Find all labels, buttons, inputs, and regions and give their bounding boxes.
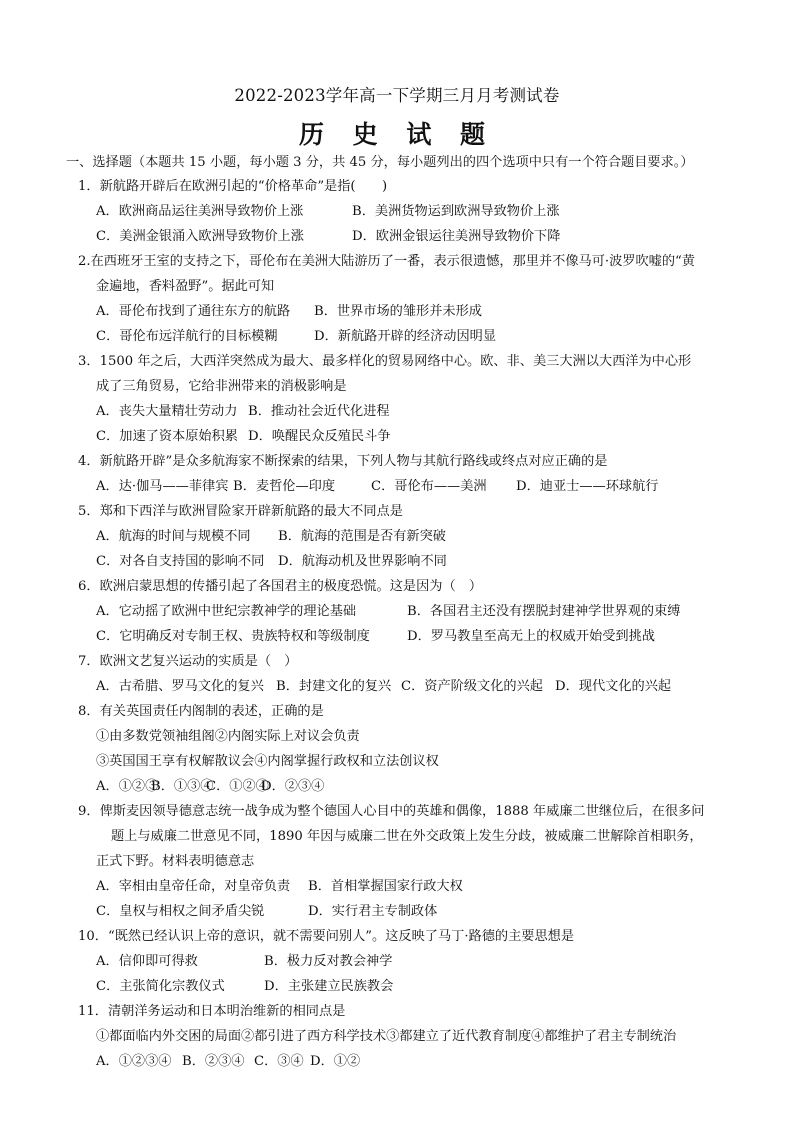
option-b: B．美洲货物运到欧洲导致物价上涨 [352, 204, 560, 219]
question-3-stem-cont: 成了三角贸易，它给非洲带来的消极影响是 [96, 379, 347, 394]
option-c: C．主张简化宗教仪式 [96, 979, 225, 994]
option-a: A．信仰即可得救 [96, 954, 198, 969]
option-c: C．哥伦布远洋航行的目标模糊 [96, 329, 278, 344]
option-c: C．它明确反对专制王权、贵族特权和等级制度 [96, 629, 370, 644]
option-d: D．主张建立民族教会 [264, 979, 394, 994]
question-11-statement-1: ①都面临内外交困的局面②都引进了西方科学技术③都建立了近代教育制度④都维护了君主专制统治 [96, 1029, 677, 1044]
question-2-options-row-2 [96, 328, 496, 346]
question-10-stem: 10．“既然已经认识上帝的意识，就不需要问别人”。这反映了马丁·路德的主要思想是 [78, 929, 575, 944]
option-c: C．美洲金银涌入欧洲导致物价上涨 [96, 229, 304, 244]
option-a: A．航海的时间与规模不同 [96, 529, 251, 544]
option-a: A．古希腊、罗马文化的复兴 [96, 679, 264, 694]
option-b: B．首相掌握国家行政大权 [308, 879, 463, 894]
question-6-stem: 6．欧洲启蒙思想的传播引起了各国君主的极度恐慌。这是因为（ ） [78, 579, 483, 594]
option-b: B．推动社会近代化进程 [248, 404, 390, 419]
option-d: D．①② [310, 1054, 361, 1069]
option-c: C．皇权与相权之间矛盾尖锐 [96, 904, 265, 919]
option-c: C．①②④ [206, 779, 269, 794]
option-c: C．③④ [254, 1054, 304, 1069]
question-10-options-row-2 [96, 978, 393, 996]
option-a: A．①②③④ [96, 1054, 172, 1069]
option-a: A．它动摇了欧洲中世纪宗教神学的理论基础 [96, 604, 357, 619]
question-10-options-row-1 [96, 953, 392, 971]
question-6-options-row-2 [96, 628, 655, 646]
option-d: D．欧洲金银运往美洲导致物价下降 [352, 229, 561, 244]
option-b: B．极力反对教会神学 [264, 954, 393, 969]
question-6-options-row-1 [96, 603, 680, 621]
question-9-stem: 9．俾斯麦因领导德意志统一战争成为整个德国人心目中的英雄和偶像，1888 年威廉二世继位后，在很多问 [78, 804, 705, 819]
option-d: D．迪亚士——环球航行 [516, 479, 659, 494]
option-b: B．各国君主还没有摆脱封建神学世界观的束缚 [407, 604, 681, 619]
question-8-statement-2: ③英国国王享有权解散议会④内阁掌握行政权和立法创议权 [96, 754, 439, 769]
question-7-stem: 7．欧洲文艺复兴运动的实质是（ ） [78, 654, 298, 669]
option-d: D．现代文化的兴起 [555, 679, 672, 694]
option-d: D．②③④ [261, 779, 325, 794]
option-a: A．宰相由皇帝任命，对皇帝负责 [96, 879, 291, 894]
question-5-options-row-2 [96, 553, 447, 571]
question-7-options-row-1 [96, 678, 671, 696]
question-2-stem-cont: 金遍地，香料盈野”。据此可知 [96, 279, 275, 294]
section-heading: 一、选择题（本题共 15 小题，每小题 3 分，共 45 分，每小题列出的四个选项中只有一个符合题目要求。） [66, 155, 694, 170]
option-a: A．哥伦布找到了通往东方的航路 [96, 304, 291, 319]
option-b: B．①③④ [151, 779, 214, 794]
option-a: A．达·伽马——菲律宾 [96, 479, 229, 494]
option-d: D．罗马教皇至高无上的权威开始受到挑战 [407, 629, 655, 644]
exam-subtitle: 2022-2023学年高一下学期三月月考测试卷 [234, 86, 560, 105]
question-8-statement-1: ①由多数党领袖组阁②内阁实际上对议会负责 [96, 729, 360, 744]
question-3-options-row-2 [96, 428, 390, 446]
question-5-stem: 5．郑和下西洋与欧洲冒险家开辟新航路的最大不同点是 [78, 504, 403, 519]
option-c: C．对各自支持国的影响不同 [96, 554, 265, 569]
option-d: D．航海动机及世界影响不同 [278, 554, 447, 569]
question-2-options-row-1 [96, 303, 482, 321]
option-d: D．新航路开辟的经济动因明显 [314, 329, 497, 344]
question-9-options-row-2 [96, 903, 437, 921]
option-b: B．世界市场的雏形并未形成 [314, 304, 482, 319]
option-b: B．麦哲伦—印度 [233, 479, 336, 494]
question-5-options-row-1 [96, 528, 446, 546]
question-9-options-row-1 [96, 878, 463, 896]
question-2-stem: 2.在西班牙王室的支持之下，哥伦布在美洲大陆游历了一番，表示很遗憾，那里并不像马可·波罗吹嘘的“黄 [78, 254, 695, 269]
question-11-options-row-1 [96, 1053, 360, 1071]
option-a: A．欧洲商品运往美洲导致物价上涨 [96, 204, 304, 219]
option-c: C．加速了资本原始积累 [96, 429, 238, 444]
exam-title: 历 史 试 题 [298, 120, 496, 149]
question-8-stem: 8．有关英国责任内阁制的表述，正确的是 [78, 704, 324, 719]
option-d: D．唤醒民众反殖民斗争 [248, 429, 391, 444]
question-11-stem: 11．清朝洋务运动和日本明治维新的相同点是 [78, 1004, 346, 1019]
question-4-stem: 4．新航路开辟”是众多航海家不断探索的结果，下列人物与其航行路线或终点对应正确的是 [78, 454, 608, 469]
option-c: C．资产阶级文化的兴起 [401, 679, 543, 694]
question-1-options-row-1 [96, 203, 560, 221]
option-c: C．哥伦布——美洲 [371, 479, 487, 494]
question-4-options-row-1 [96, 478, 658, 496]
option-b: B．封建文化的复兴 [276, 679, 392, 694]
option-b: B．②③④ [182, 1054, 245, 1069]
option-a: A．①②③ [96, 779, 159, 794]
question-1-options-row-2 [96, 228, 560, 246]
question-8-options-row-1 [96, 778, 324, 796]
question-1-stem: 1．新航路开辟后在欧洲引起的“价格革命”是指( ) [78, 179, 388, 194]
question-9-stem-cont-1: 题上与威廉二世意见不同，1890 年因与威廉二世在外交政策上发生分歧，被威廉二世解除首相职务， [111, 829, 703, 844]
option-d: D．实行君主专制政体 [308, 904, 438, 919]
question-9-stem-cont-2: 正式下野。材料表明德意志 [96, 854, 255, 869]
option-b: B．航海的范围是否有新突破 [278, 529, 446, 544]
option-a: A．丧失大量精壮劳动力 [96, 404, 238, 419]
question-3-stem: 3．1500 年之后，大西洋突然成为最大、最多样化的贸易网络中心。欧、非、美三大洲以大西洋为中心形 [78, 354, 692, 369]
question-3-options-row-1 [96, 403, 390, 421]
